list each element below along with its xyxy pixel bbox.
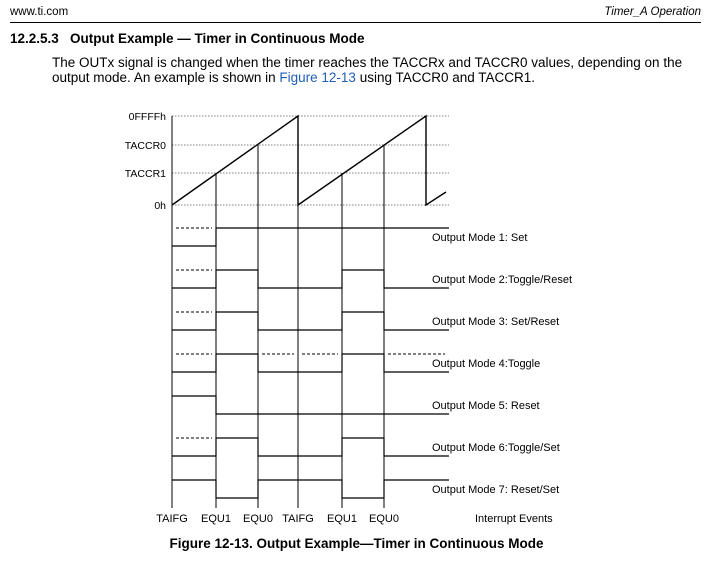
output-waveform bbox=[172, 228, 449, 246]
output-mode-label: Output Mode 3: Set/Reset bbox=[432, 316, 560, 328]
chapter-title: Timer_A Operation bbox=[604, 6, 701, 18]
timer-level-label: TACCR0 bbox=[124, 140, 166, 152]
output-mode-label: Output Mode 2:Toggle/Reset bbox=[432, 274, 573, 286]
interrupt-event-label: EQU1 bbox=[201, 513, 231, 525]
interrupt-event-label: TAIFG bbox=[156, 513, 188, 525]
figure-link[interactable]: Figure 12-13 bbox=[279, 70, 356, 85]
output-waveform bbox=[172, 312, 449, 330]
output-waveform bbox=[172, 354, 449, 372]
interrupt-event-label: TAIFG bbox=[282, 513, 314, 525]
output-mode-label: Output Mode 1: Set bbox=[432, 232, 528, 244]
timer-level-label: 0h bbox=[154, 200, 166, 212]
figure-caption: Figure 12-13. Output Example—Timer in Continuous Mode bbox=[169, 536, 544, 551]
interrupt-event-label: EQU0 bbox=[369, 513, 399, 525]
output-mode-label: Output Mode 5: Reset bbox=[432, 400, 540, 412]
output-mode-label: Output Mode 6:Toggle/Set bbox=[432, 442, 560, 454]
paragraph-line-1: The OUTx signal is changed when the timer reaches the TACCRx and TACCR0 values, depending on the bbox=[52, 55, 683, 70]
paragraph-line-2-start: output mode. An example is shown in bbox=[52, 70, 280, 85]
output-waveform bbox=[172, 396, 449, 414]
interrupt-event-label: EQU0 bbox=[243, 513, 273, 525]
timer-count-ramp bbox=[172, 116, 446, 205]
paragraph-line-2-end: using TACCR0 and TACCR1. bbox=[355, 70, 536, 85]
site-url[interactable]: www.ti.com bbox=[10, 6, 69, 18]
timer-level-label: TACCR1 bbox=[124, 168, 166, 180]
interrupt-event-label: EQU1 bbox=[327, 513, 357, 525]
output-waveform bbox=[172, 270, 449, 288]
timer-level-label: 0FFFFh bbox=[128, 111, 166, 123]
output-mode-label: Output Mode 7: Reset/Set bbox=[432, 484, 560, 496]
output-waveform bbox=[172, 438, 449, 456]
interrupt-events-label: Interrupt Events bbox=[475, 513, 553, 525]
output-mode-label: Output Mode 4:Toggle bbox=[432, 358, 541, 370]
section-title: Output Example — Timer in Continuous Mode bbox=[70, 31, 365, 46]
output-waveform bbox=[172, 480, 449, 498]
section-number: 12.2.5.3 bbox=[10, 31, 59, 46]
